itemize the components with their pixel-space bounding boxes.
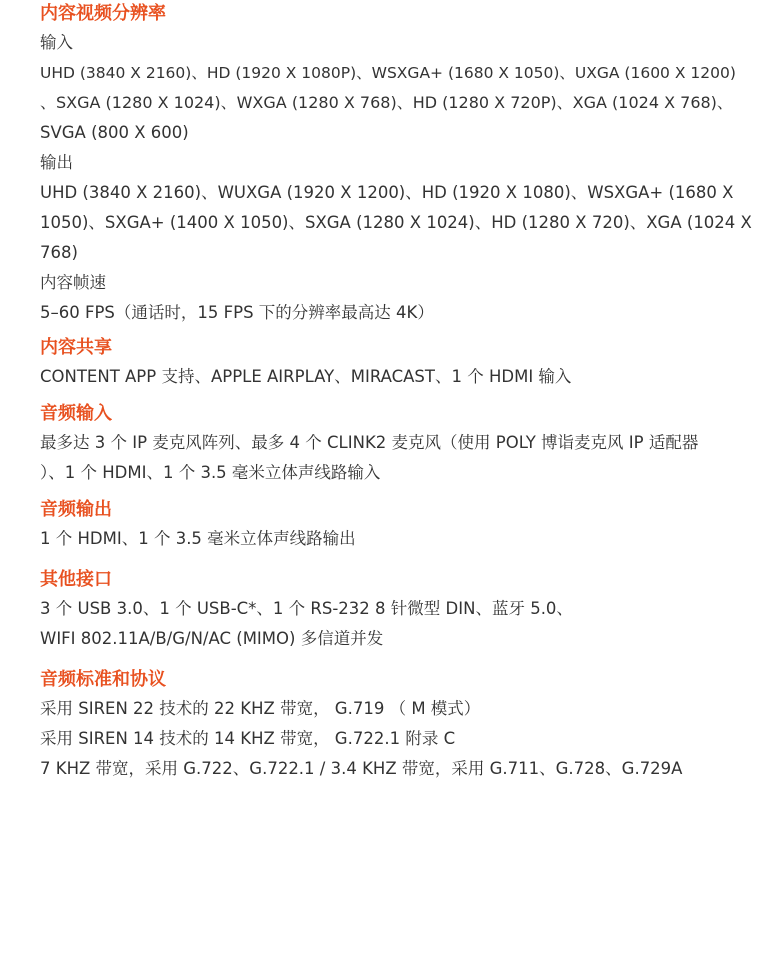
spec-line: 采用 SIREN 14 技术的 14 KHZ 带宽， G.722.1 附录 C — [40, 729, 456, 748]
input-resolution-line: 、SXGA (1280 X 1024)、WXGA (1280 X 768)、HD (1280 X 720P)、XGA (1024 X 768)、 — [40, 93, 733, 112]
section-audio-output — [40, 496, 752, 554]
section-content-video-resolution — [40, 0, 752, 328]
framerate-value: 5–60 FPS（通话时，15 FPS 下的分辨率最高达 4K） — [40, 303, 434, 322]
section-audio-input — [40, 400, 752, 488]
framerate-label: 内容帧速 — [40, 273, 106, 292]
section-other-ports — [40, 566, 752, 654]
spec-line: 7 KHZ 带宽，采用 G.722、G.722.1 / 3.4 KHZ 带宽，采用 G.711、G.728、G.729A — [40, 759, 683, 778]
section-title: 其他接口 — [40, 569, 112, 590]
spec-line: 最多达 3 个 IP 麦克风阵列、最多 4 个 CLINK2 麦克风（使用 POLY 博诣麦克风 IP 适配器 — [40, 433, 699, 452]
section-title: 音频输入 — [40, 403, 112, 424]
input-label: 输入 — [40, 33, 73, 52]
output-resolution-line: 1050)、SXGA+ (1400 X 1050)、SXGA (1280 X 1024)、HD (1280 X 720)、XGA (1024 X — [40, 213, 752, 232]
spec-sheet — [40, 0, 752, 784]
input-resolution-line: UHD (3840 X 2160)、HD (1920 X 1080P)、WSXGA+ (1680 X 1050)、UXGA (1600 X 1200) — [40, 64, 736, 82]
output-resolution-line: 768) — [40, 243, 78, 262]
spec-line: ）、1 个 HDMI、1 个 3.5 毫米立体声线路输入 — [40, 463, 381, 482]
section-content-sharing — [40, 334, 752, 392]
spec-line: 3 个 USB 3.0、1 个 USB-C*、1 个 RS-232 8 针微型 DIN、蓝牙 5.0、 — [40, 599, 573, 618]
output-resolution-line: UHD (3840 X 2160)、WUXGA (1920 X 1200)、HD (1920 X 1080)、WSXGA+ (1680 X — [40, 183, 734, 202]
section-title: 内容共享 — [40, 337, 112, 358]
spec-line: CONTENT APP 支持、APPLE AIRPLAY、MIRACAST、1 个 HDMI 输入 — [40, 367, 572, 386]
section-title: 音频输出 — [40, 499, 112, 520]
input-resolution-line: SVGA (800 X 600) — [40, 123, 189, 142]
spec-line: 1 个 HDMI、1 个 3.5 毫米立体声线路输出 — [40, 529, 356, 548]
section-title: 音频标准和协议 — [40, 669, 166, 690]
section-audio-standards — [40, 666, 752, 784]
spec-line: 采用 SIREN 22 技术的 22 KHZ 带宽， G.719 （ M 模式） — [40, 699, 481, 718]
output-label: 输出 — [40, 153, 73, 172]
section-title: 内容视频分辨率 — [40, 3, 166, 24]
spec-line: WIFI 802.11A/B/G/N/AC (MIMO) 多信道并发 — [40, 629, 384, 648]
